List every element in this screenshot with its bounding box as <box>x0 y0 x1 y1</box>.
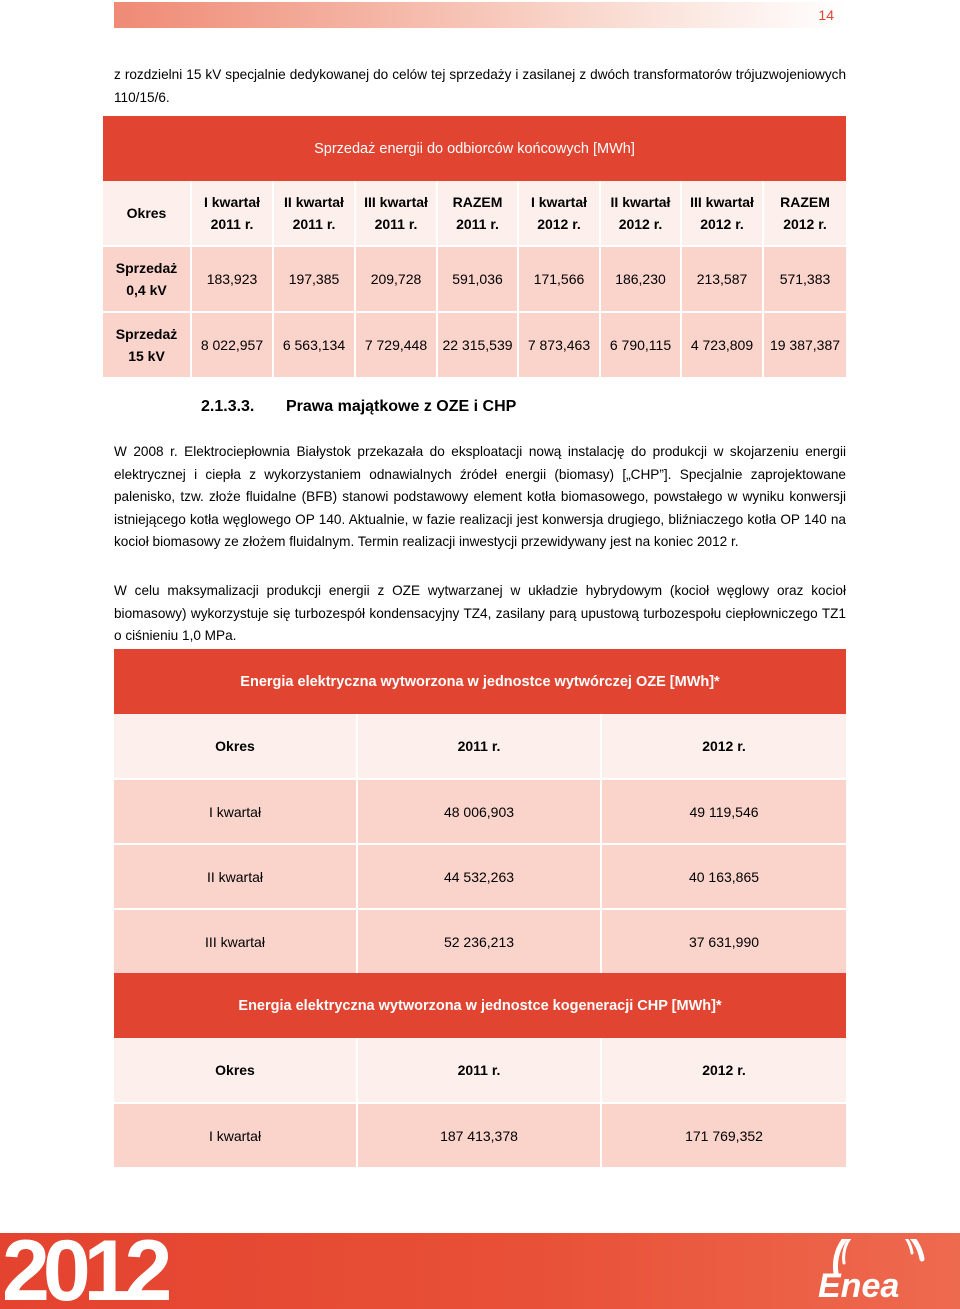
table-row <box>114 843 846 908</box>
body-paragraph-2: W celu maksymalizacji produkcji energii z OZE wytwarzanej w układzie hybrydowym (kocioł węglowy oraz kocioł biomasowy) wykorzystuje się turbozespół kondensacyjny TZ4, zasilany parą upustową turbozespołu ciepłowniczego TZ1 o ciśnieniu 1,0 MPa. <box>114 583 846 644</box>
table-row <box>103 311 846 377</box>
table-cell: 171,566 <box>519 245 601 311</box>
table-cell: 183,923 <box>192 245 274 311</box>
oze-table-title: Energia elektryczna wytworzona w jednostce wytwórczej OZE [MWh]* <box>114 649 846 714</box>
table-cell: 48 006,903 <box>358 778 602 843</box>
table-cell: 44 532,263 <box>358 843 602 908</box>
sales-col-header: I kwartał 2012 r. <box>519 181 601 245</box>
table-cell: 19 387,387 <box>764 311 846 377</box>
row-label: I kwartał <box>114 778 358 843</box>
intro-paragraph: z rozdzielni 15 kV specjalnie dedykowanej do celów tej sprzedaży i zasilanej z dwóch transformatorów trójuzwojeniowych 110/15/6. <box>114 67 846 105</box>
footer-band <box>0 1233 960 1309</box>
table-cell: 7 729,448 <box>356 311 438 377</box>
table-cell: 4 723,809 <box>682 311 764 377</box>
sales-table-header-row <box>103 181 846 245</box>
table-cell: 197,385 <box>274 245 356 311</box>
table-cell: 591,036 <box>438 245 519 311</box>
row-label: Sprzedaż 15 kV <box>103 311 192 377</box>
brand-name: Enea <box>818 1267 900 1303</box>
table-cell: 7 873,463 <box>519 311 601 377</box>
table-cell: 171 769,352 <box>602 1102 846 1167</box>
table-row <box>103 245 846 311</box>
table-cell: 37 631,990 <box>602 908 846 973</box>
table-cell: 52 236,213 <box>358 908 602 973</box>
enea-logo <box>814 1239 934 1303</box>
table-cell: 213,587 <box>682 245 764 311</box>
header-year-2011: 2011 r. <box>358 1038 602 1102</box>
table-cell: 40 163,865 <box>602 843 846 908</box>
sales-col-header: RAZEM 2012 r. <box>764 181 846 245</box>
table-row <box>114 908 846 973</box>
section-heading <box>201 398 516 416</box>
header-year-2011: 2011 r. <box>358 714 602 778</box>
header-year-2012: 2012 r. <box>602 714 846 778</box>
sales-col-header: RAZEM 2011 r. <box>438 181 519 245</box>
table-row <box>114 1102 846 1167</box>
table-cell: 571,383 <box>764 245 846 311</box>
sales-col-header: III kwartał 2011 r. <box>356 181 438 245</box>
chp-table-title: Energia elektryczna wytworzona w jednostce kogeneracji CHP [MWh]* <box>114 973 846 1038</box>
sales-col-header: I kwartał 2011 r. <box>192 181 274 245</box>
energy-table <box>114 649 846 1167</box>
table-cell: 186,230 <box>601 245 682 311</box>
table-cell: 49 119,546 <box>602 778 846 843</box>
table-cell: 8 022,957 <box>192 311 274 377</box>
row-label: I kwartał <box>114 1102 358 1167</box>
header-year-2012: 2012 r. <box>602 1038 846 1102</box>
chp-header-row <box>114 1038 846 1102</box>
footer-year: 2012 <box>2 1233 166 1309</box>
section-title: Prawa majątkowe z OZE i CHP <box>286 398 517 415</box>
table-cell: 22 315,539 <box>438 311 519 377</box>
row-label: Sprzedaż 0,4 kV <box>103 245 192 311</box>
table-cell: 6 563,134 <box>274 311 356 377</box>
sales-col-header: II kwartał 2012 r. <box>601 181 682 245</box>
header-okres: Okres <box>114 1038 358 1102</box>
table-cell: 187 413,378 <box>358 1102 602 1167</box>
page-number: 14 <box>818 7 834 23</box>
header-okres: Okres <box>114 714 358 778</box>
body-paragraph-1: W 2008 r. Elektrociepłownia Białystok przekazała do eksploatacji nową instalację do produkcji w skojarzeniu energii elektrycznej i ciepła z wykorzystaniem odnawialnych źródeł energii (biomasy) [„CHP”]. Specjalnie zaprojektowane palenisko, tzw. złoże fluidalne (BFB) stanowi podstawowy element kotła biomasowego, powstałego w wyniku konwersji istniejącego kotła węglowego OP 140. Aktualnie, w fazie realizacji jest konwersja drugiego, bliźniaczego kotła OP 140 na kocioł biomasowy ze złożem fluidalnym. Termin realizacji inwestycji przewidywany jest na koniec 2012 r. <box>114 444 846 550</box>
row-label: III kwartał <box>114 908 358 973</box>
sales-col-header: II kwartał 2011 r. <box>274 181 356 245</box>
table-row <box>114 778 846 843</box>
oze-header-row <box>114 714 846 778</box>
table-cell: 209,728 <box>356 245 438 311</box>
sales-col-header: III kwartał 2012 r. <box>682 181 764 245</box>
section-number: 2.1.3.3. <box>201 398 255 415</box>
header-bar <box>114 2 846 28</box>
sales-table-title: Sprzedaż energii do odbiorców końcowych [MWh] <box>103 116 846 181</box>
row-label: II kwartał <box>114 843 358 908</box>
table-cell: 6 790,115 <box>601 311 682 377</box>
sales-header-okres: Okres <box>103 181 192 245</box>
sales-table <box>103 116 846 377</box>
